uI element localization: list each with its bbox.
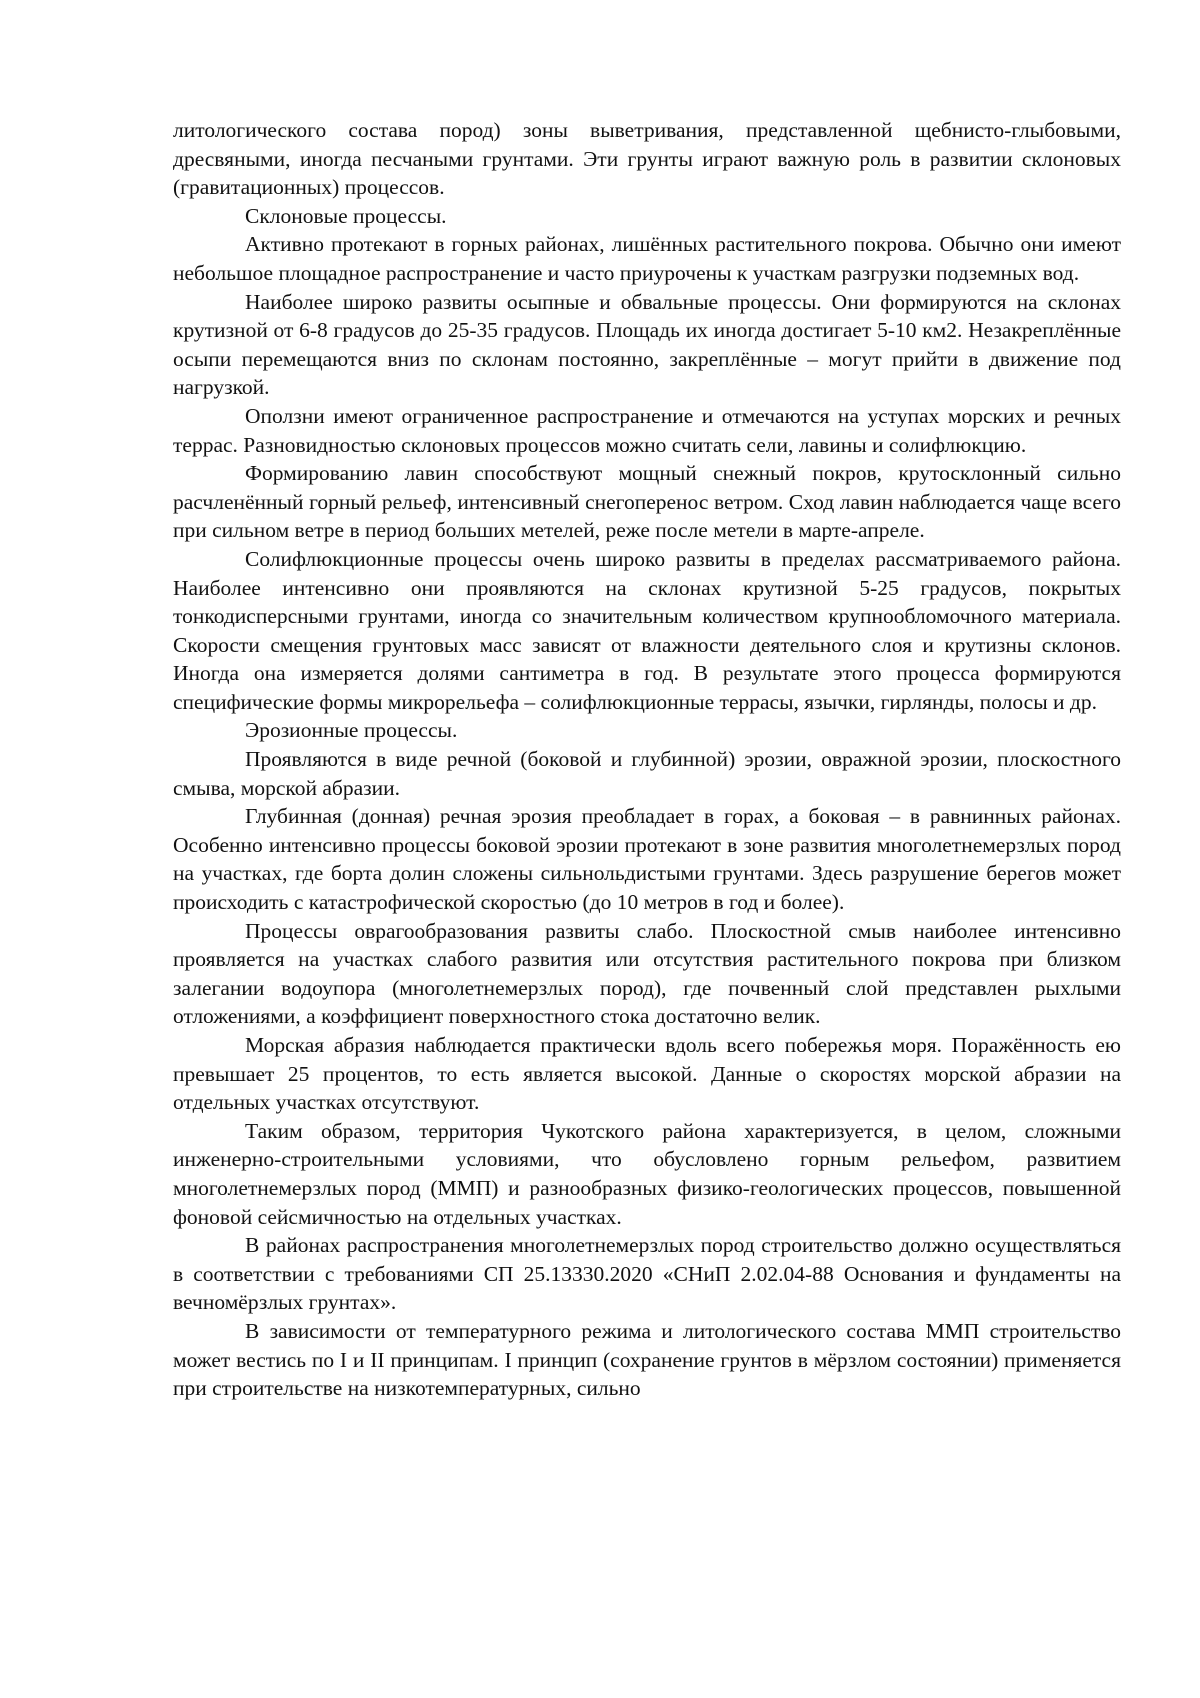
- paragraph-erosion-types: Проявляются в виде речной (боковой и глубинной) эрозии, овражной эрозии, плоскостного смыва, морской абразии.: [173, 747, 1121, 800]
- paragraph-weathering-zone: литологического состава пород) зоны выветривания, представленной щебнисто-глыбовыми, дресвяными, иногда песчаными грунтами. Эти грунты играют важную роль в развитии склоновых (гравитационных) процессов.: [173, 118, 1121, 200]
- paragraph-conclusion: Таким образом, территория Чукотского района характеризуется, в целом, сложными инженерно-строительными условиями, что обусловлено горным рельефом, развитием многолетнемерзлых пород (ММП) и разнообразных физико-геологических процессов, повышенной фоновой сейсмичностью на отдельных участках.: [173, 1118, 1121, 1229]
- paragraph-ravine-formation: Процессы оврагообразования развиты слабо. Плоскостной смыв наиболее интенсивно проявляется на участках слабого развития или отсутствия растительного покрова при близком залегании водоупора (многолетнемерзлых пород), где почвенный слой представлен рыхлыми отложениями, а коэффициент поверхностного стока достаточно велик.: [173, 918, 1121, 1029]
- paragraph-landslides: Оползни имеют ограниченное распространение и отмечаются на уступах морских и речных террас. Разновидностью склоновых процессов можно считать сели, лавины и солифлюкцию.: [173, 403, 1121, 457]
- heading-erosion-processes: Эрозионные процессы.: [245, 718, 458, 743]
- paragraph-avalanches: Формированию лавин способствуют мощный снежный покров, крутосклонный сильно расчленённый горный рельеф, интенсивный снегоперенос ветром. Сход лавин наблюдается чаще всего при сильном ветре в период больших метелей, реже после метели в марте-апреле.: [173, 461, 1121, 543]
- paragraph-river-erosion: Глубинная (донная) речная эрозия преобладает в горах, а боковая – в равнинных районах. Особенно интенсивно процессы боковой эрозии протекают в зоне развития многолетнемерзлых пород на участках, где борта долин сложены сильнольдистыми грунтами. Здесь разрушение берегов может происходить с катастрофической скоростью (до 10 метров в год и более).: [173, 804, 1121, 915]
- paragraph-construction-principles: В зависимости от температурного режима и литологического состава ММП строительство может вестись по I и II принципам. I принцип (сохранение грунтов в мёрзлом состоянии) применяется при строительстве на низкотемпературных, сильно: [173, 1318, 1121, 1401]
- paragraph-solifluction: Солифлюкционные процессы очень широко развиты в пределах рассматриваемого района. Наиболее интенсивно они проявляются на склонах крутизной 5-25 градусов, покрытых тонкодисперсными грунтами, иногда со значительным количеством крупнообломочного материала. Скорости смещения грунтовых масс зависят от влажности деятельного слоя и крутизны склонов. Иногда она измеряется долями сантиметра в год. В результате этого процесса формируются специфические формы микрорельефа – солифлюкционные террасы, язычки, гирлянды, полосы и др.: [173, 546, 1121, 714]
- heading-slope-processes: Склоновые процессы.: [245, 203, 447, 228]
- paragraph-construction-rules: В районах распространения многолетнемерзлых пород строительство должно осуществляться в соответствии с требованиями СП 25.13330.2020 «СНиП 2.02.04-88 Основания и фундаменты на вечномёрзлых грунтах».: [173, 1233, 1121, 1315]
- paragraph-slope-activity: Активно протекают в горных районах, лишённых растительного покрова. Обычно они имеют небольшое площадное распространение и часто приурочены к участкам разгрузки подземных вод.: [173, 232, 1121, 285]
- paragraph-sea-abrasion: Морская абразия наблюдается практически вдоль всего побережья моря. Поражённость ею превышает 25 процентов, то есть является высокой. Данные о скоростях морской абразии на отдельных участках отсутствуют.: [173, 1033, 1121, 1115]
- document-body: [173, 116, 1121, 1403]
- paragraph-scree-processes: Наиболее широко развиты осыпные и обвальные процессы. Они формируются на склонах крутизной от 6-8 градусов до 25-35 градусов. Площадь их иногда достигает 5-10 км2. Незакреплённые осыпи перемещаются вниз по склонам постоянно, закреплённые – могут прийти в движение под нагрузкой.: [173, 289, 1121, 400]
